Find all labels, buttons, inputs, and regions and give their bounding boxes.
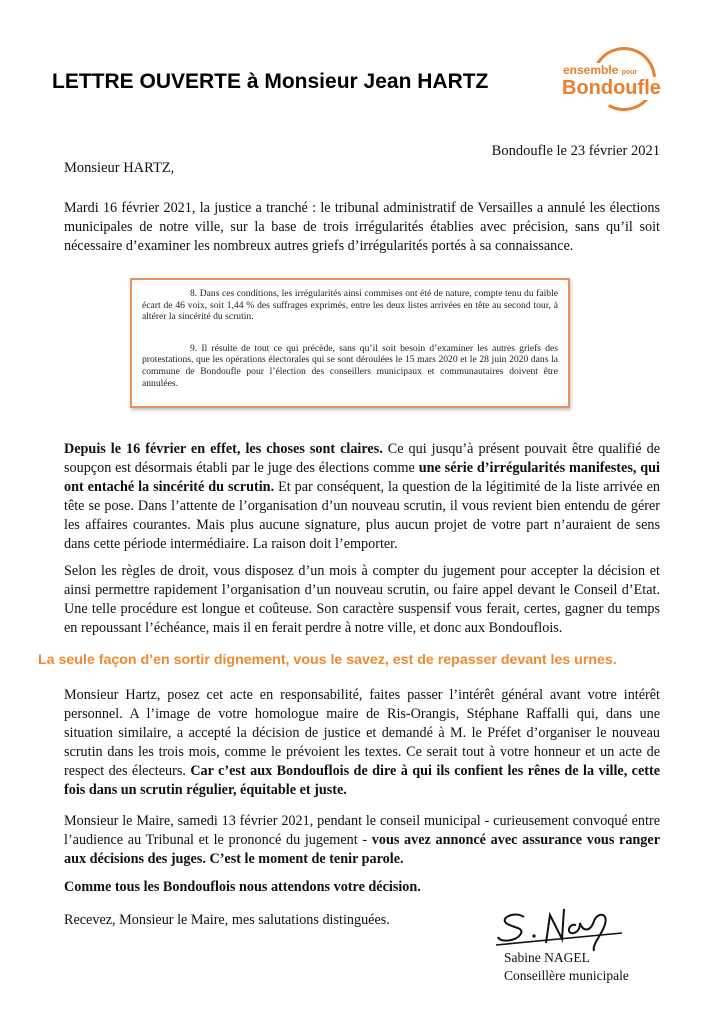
logo-word-ensemble: ensemble <box>563 63 619 77</box>
p2-bold-1: Depuis le 16 février en effet, les choses sont claires. <box>64 441 383 457</box>
date-line: Bondoufle le 23 février 2021 <box>491 143 660 159</box>
signer-name: Sabine NAGEL <box>504 950 590 965</box>
logo-text-line1 <box>563 63 638 77</box>
p5-text-1: Monsieur le Maire, samedi 13 février 2021, pendant le conseil municipal - curieusement convoqué entre l’audience au Tribunal et le prononcé du jugement - <box>64 813 660 848</box>
closing-formula: Recevez, Monsieur le Maire, mes salutations distinguées. <box>64 912 390 928</box>
paragraph-since-february <box>64 440 660 554</box>
signer-role: Conseillère municipale <box>504 968 629 983</box>
judgment-item-8: 8. Dans ces conditions, les irrégularités ainsi commises ont été de nature, compte tenu du faible écart de 46 voix, soit 1,44 % des suffrages exprimés, entre les deux listes arrivées en tête au second tour, à altérer la sincérité du scrutin. <box>142 288 558 323</box>
paragraph-council-meeting <box>64 812 660 869</box>
paragraph-ruling: Mardi 16 février 2021, la justice a tranché : le tribunal administratif de Versailles a annulé les élections municipales de notre ville, sur la base de trois irrégularités établies avec précision, sans qu’il soit nécessaire d’examiner les nombreux autres griefs d’irrégularités portés à sa connaissance. <box>64 200 660 254</box>
salutation: Monsieur HARTZ, <box>64 160 175 176</box>
ensemble-pour-bondoufle-logo <box>556 43 676 115</box>
logo-word-bondoufle: Bondoufle <box>562 77 661 99</box>
p5-bold-1: vous avez annoncé avec assurance vous ranger aux décisions des juges. C’est le moment de tenir parole. <box>64 832 660 867</box>
p4-bold-1: Car c’est aux Bondouflois de dire à qui ils confient les rênes de la ville, cette fois dans un scrutin régulier, équitable et juste. <box>64 763 660 798</box>
letter-title: LETTRE OUVERTE à Monsieur Jean HARTZ <box>52 70 489 93</box>
judgment-item-9: 9. Il résulte de tout ce qui précède, sans qu’il soit besoin d’examiner les autres griefs des protestations, que les opérations électorales qui se sont déroulées le 15 mars 2020 et le 28 juin 2020 dans la commune de Bondoufle pour l’élection des conseillers municipaux et communautaires doivent être annulées. <box>142 342 558 389</box>
highlight-statement: La seule façon d’en sortir dignement, vous le savez, est de repasser devant les urnes. <box>38 652 617 668</box>
p2-bold-2: une série d’irrégularités manifestes, qui ont entaché la sincérité du scrutin. <box>64 460 660 495</box>
handwritten-signature-icon <box>494 903 624 955</box>
paragraph-legal-rules: Selon les règles de droit, vous disposez d’un mois à compter du jugement pour accepter la décision et ainsi permettre rapidement l’organisation d’un nouveau scrutin, ou faire appel devant le Conseil d’Etat. Une telle procédure est longue et coûteuse. Son caractère suspensif vous ferait, certes, gagner du temps en repoussant l’échéance, mais il en ferait perdre à notre ville, et donc aux Bondouflois. <box>64 563 660 636</box>
p4-text-1: Monsieur Hartz, posez cet acte en responsabilité, faites passer l’intérêt général avant votre intérêt personnel. A l’image de votre homologue maire de Ris-Orangis, Stéphane Raffalli qui, dans une situation similaire, a accepté la décision de justice et demandé à M. le Préfet d’organiser le nouveau scrutin dans les trois mois, comme le prévoient les textes. Ce serait tout à votre honneur et un acte de respect des électeurs. <box>64 687 660 779</box>
judgment-excerpt-box <box>130 278 570 408</box>
paragraph-awaiting-decision: Comme tous les Bondouflois nous attendons votre décision. <box>64 879 421 895</box>
p2-text-2: Et par conséquent, la question de la légitimité de la liste arrivée en tête se pose. Dans l’attente de l’organisation d’un nouveau scrutin, il vous revient bien entendu de gérer les affaires courantes. Mais plus aucune signature, plus aucun projet de votre part n’auraient de sens dans cette période intermédiaire. La raison doit l’emporter. <box>64 479 661 552</box>
paragraph-responsibility <box>64 686 660 800</box>
p2-text-1: Ce qui jusqu’à présent pouvait être qualifié de soupçon est désormais établi par le juge des élections comme <box>64 441 660 476</box>
logo-word-pour: pour <box>621 69 638 76</box>
